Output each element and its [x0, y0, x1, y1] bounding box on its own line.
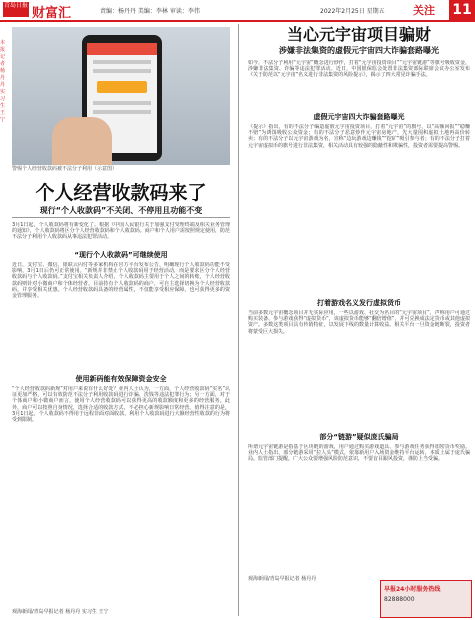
right-section2-body: 当前多数元宇宙概念项目并无实际应用，一些以游戏、社交为名目的“元宇宙项目”，声称用户可通过购买装备、参与游戏获得“虚拟货币”，该虚拟货币能够“翻倍增值”，并可兑换成法定货币或其他虚拟资产。多数这类项目具有传销特征，以发展下线的数量计算收益。相关平台一旦资金链断裂，投资者将蒙受巨大损失。 — [248, 310, 470, 335]
right-section2-title: 打着游戏名义发行虚拟货币 — [317, 299, 401, 307]
column-divider — [238, 24, 239, 616]
right-section3-body: 所谓元宇宙链游是指基于区块链的游戏，用户通过购买游戏道具、参与游戏任务获得加密货币奖励。业内人士指出，部分链游采用“拉人头”模式，依靠新用户入场资金维持平台运转，本质上属于庞氏骗局。监管部门提醒，广大公众要增强风险防范意识，不要盲目跟风投资，谨防上当受骗。 — [248, 444, 470, 463]
right-byline: 观海新闻/青岛早报记者 杨丹丹 — [248, 576, 317, 582]
side-strip-text: 本报记者 杨丹丹 实习生 王宁 — [0, 40, 6, 123]
hotline-ad — [380, 580, 472, 618]
masthead-bar — [0, 0, 475, 22]
left-section1-title: “现行个人收款码”可继续使用 — [74, 251, 168, 259]
right-section3-title: 部分“链游”疑似庞氏骗局 — [319, 433, 399, 441]
side-strip — [0, 40, 10, 150]
right-subheadline: 涉嫌非法集资的虚假元宇宙四大诈骗套路曝光 — [279, 46, 439, 55]
page-number: 11 — [449, 0, 475, 20]
phone-screen-header — [87, 43, 157, 55]
issue-date: 2022年2月25日 星期五 — [320, 8, 385, 15]
editors-line: 责编：杨丹丹 美编：李林 审读：李伟 — [100, 8, 200, 15]
section-name: 关注 — [413, 4, 435, 17]
divider — [12, 217, 230, 218]
right-section1-body: 《提示》指出，有的不法分子编造虚假元宇宙投资项目，打着“元宇宙”的旗号，以“高额回报”“稳赚不赔”为诱饵吸收公众资金；有的不法分子恶意炒作元宇宙房地产，先大量囤积虚拟土地再高价转卖；有的不法分子以元宇宙游戏为名，宣称“边玩游戏边赚钱”“挖矿”吸引参与者；有的不法分子打着元宇宙虚拟币的旗号进行非法集资，相关活动具有较强的隐蔽性和欺骗性，投资者需要提高警惕。 — [248, 124, 470, 149]
left-section1-body: 近日，支付宝、微信、银联云闪付等多家机构在官方平台发布公告，明确现行个人收款码功能不受影响，3月1日后仍可正常使用。“新规并非禁止个人收款码用于经营活动，而是要求区分个人经营收款码与个人收款码。”支付宝相关负责人介绍，个人收款码主要用于个人之间的转账，个人经营收款码则针对小微商户和个体经营者。目前持有个人收款码的商户，可自主选择切换为个人经营收款码，并享受相关优惠。个人经营收款码具备的经营属性，不仅能享受相应保障，也可获得更多的资金管理服务。 — [12, 262, 230, 300]
left-subheadline: 现行“个人收款码”不关闭、不停用且功能不变 — [39, 206, 203, 215]
hand-illustration — [52, 117, 112, 165]
right-intro: 如今，不法分子利用“元宇宙”概念进行炒作，打着“元宇宙投资项目”“元宇宙链游”等旗号吸收资金，涉嫌非法集资、诈骗等违法犯罪活动。近日，中国银保监会处置非法集资部际联席会议办公室发布《关于防范以“元宇宙”名义进行非法集资的风险提示》，揭示了四大常见诈骗手法。 — [248, 60, 470, 79]
right-headline: 当心元宇宙项目骗财 — [286, 25, 431, 44]
left-intro: 3月1日起，个人收款码将有新变化了。根据《中国人民银行关于加强支付受理终端及相关业务管理的通知》，个人收款码将区分个人经营收款码和个人收款码。商户和个人用户需按照规定使用，防范不法分子利用个人收款码从事违法犯罪活动。 — [12, 222, 230, 241]
newspaper-logo: 青岛日报 — [3, 2, 29, 17]
right-section1-title: 虚假元宇宙四大诈骗套路曝光 — [313, 113, 405, 121]
left-byline: 观海新闻/青岛早报记者 杨丹丹 实习生 王宁 — [12, 609, 109, 615]
photo-caption: 警惕个人经营收款码被不法分子利用（示意图） — [12, 166, 118, 172]
article-photo — [12, 27, 230, 165]
left-section2-title: 使用新码能有效保障资金安全 — [75, 375, 167, 383]
ad-phone: 82888000 — [384, 596, 415, 603]
left-section2-body: “个人经营收款码新规”对用户来说有什么好处？业内人士认为，一方面，个人经营收款码“实名”认证更加严格，可以有效防范不法分子利用收款码进行诈骗、洗钱等违法犯罪行为；另一方面，对于个体商户和小微商户而言，使用个人经营收款码可以获得更高的收款额度和更多的经营服务。此外，商户可以按照自身情况，选择合适的收款方式，不必担心新规影响日常经营。值得注意的是，3月1日起，个人收款码不得用于远程非面对面收款，利用个人收款码进行大额经营性收款的行为将受到限制。 — [12, 386, 230, 424]
ad-title: 早报24小时服务热线 — [384, 586, 441, 593]
left-headline: 个人经营收款码来了 — [35, 182, 207, 204]
section-brand: 财富汇 — [32, 6, 72, 21]
